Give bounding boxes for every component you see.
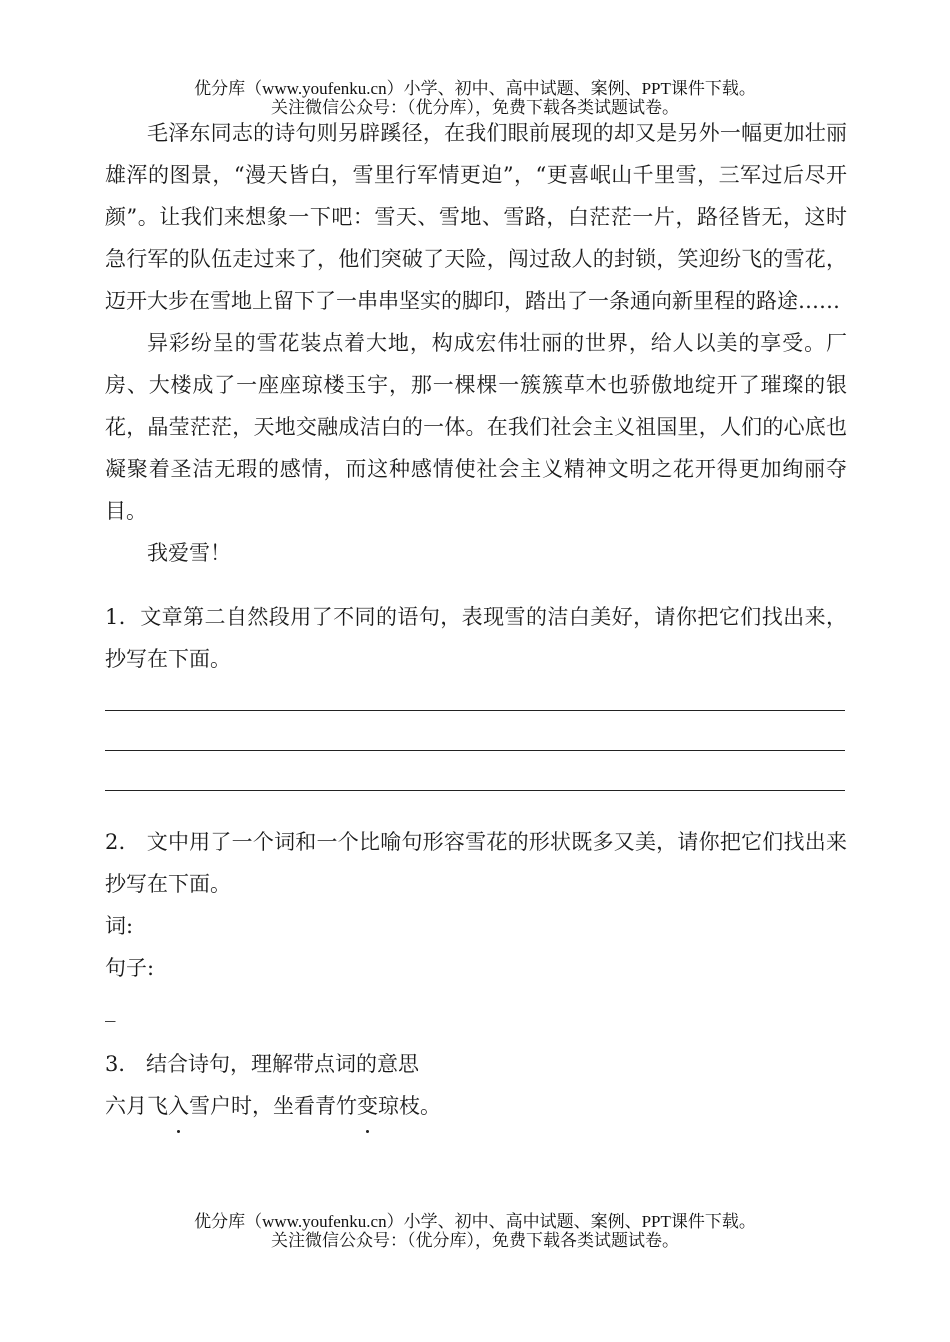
page-footer [0,1212,950,1250]
paragraph-2: 异彩纷呈的雪花装点着大地，构成宏伟壮丽的世界，给人以美的享受。厂房、大楼成了一座座琼楼玉宇，那一棵棵一簇簇草木也骄傲地绽开了璀璨的银花，晶莹茫茫，天地交融成洁白的一体。在我们社会主义祖国里，人们的心底也凝聚着圣洁无瑕的感情，而这种感情使社会主义精神文明之花开得更加绚丽夺目。 [105,331,847,523]
spacer [105,574,847,596]
header-line-2: 关注微信公众号：（优分库），免费下载各类试题试卷。 [271,98,679,117]
sentence-label: 句子: [105,956,155,980]
document-body [105,112,847,1127]
footer-line-2: 关注微信公众号：（优分库），免费下载各类试题试卷。 [271,1231,679,1250]
question-3: 3． 结合诗句，理解带点词的意思 [105,1052,420,1076]
emphasis-dot-word-2: 变 [357,1085,378,1127]
word-label: 词: [105,914,134,938]
emphasis-dot-word-1: 入 [168,1085,189,1127]
paragraph-3: 我爱雪！ [147,541,231,565]
question-2: 2． 文中用了一个词和一个比喻句形容雪花的形状既多又美，请你把它们找出来抄写在下面。 [105,830,847,896]
answer-blank: _ [105,998,116,1022]
poem-line: 六月飞入雪户时，坐看青竹变琼枝。 [105,1085,847,1127]
question-1: 1．文章第二自然段用了不同的语句，表现雪的洁白美好，请你把它们找出来，抄写在下面。 [105,605,847,671]
paragraph-1: 毛泽东同志的诗句则另辟蹊径，在我们眼前展现的却又是另外一幅更加壮丽雄浑的图景，“漫天皆白，雪里行军情更迫”，“更喜岷山千里雪，三军过后尽开颜”。让我们来想象一下吧：雪天、雪地、雪路，白茫茫一片，路径皆无，这时急行军的队伍走过来了，他们突破了天险，闯过敌人的封锁，笑迎纷飞的雪花，迈开大步在雪地上留下了一串串坚实的脚印，踏出了一条通向新里程的路途…… [105,121,847,313]
footer-line-1: 优分库（www.youfenku.cn）小学、初中、高中试题、案例、PPT课件下载。 [194,1212,756,1231]
header-line-1: 优分库（www.youfenku.cn）小学、初中、高中试题、案例、PPT课件下载。 [194,79,756,98]
